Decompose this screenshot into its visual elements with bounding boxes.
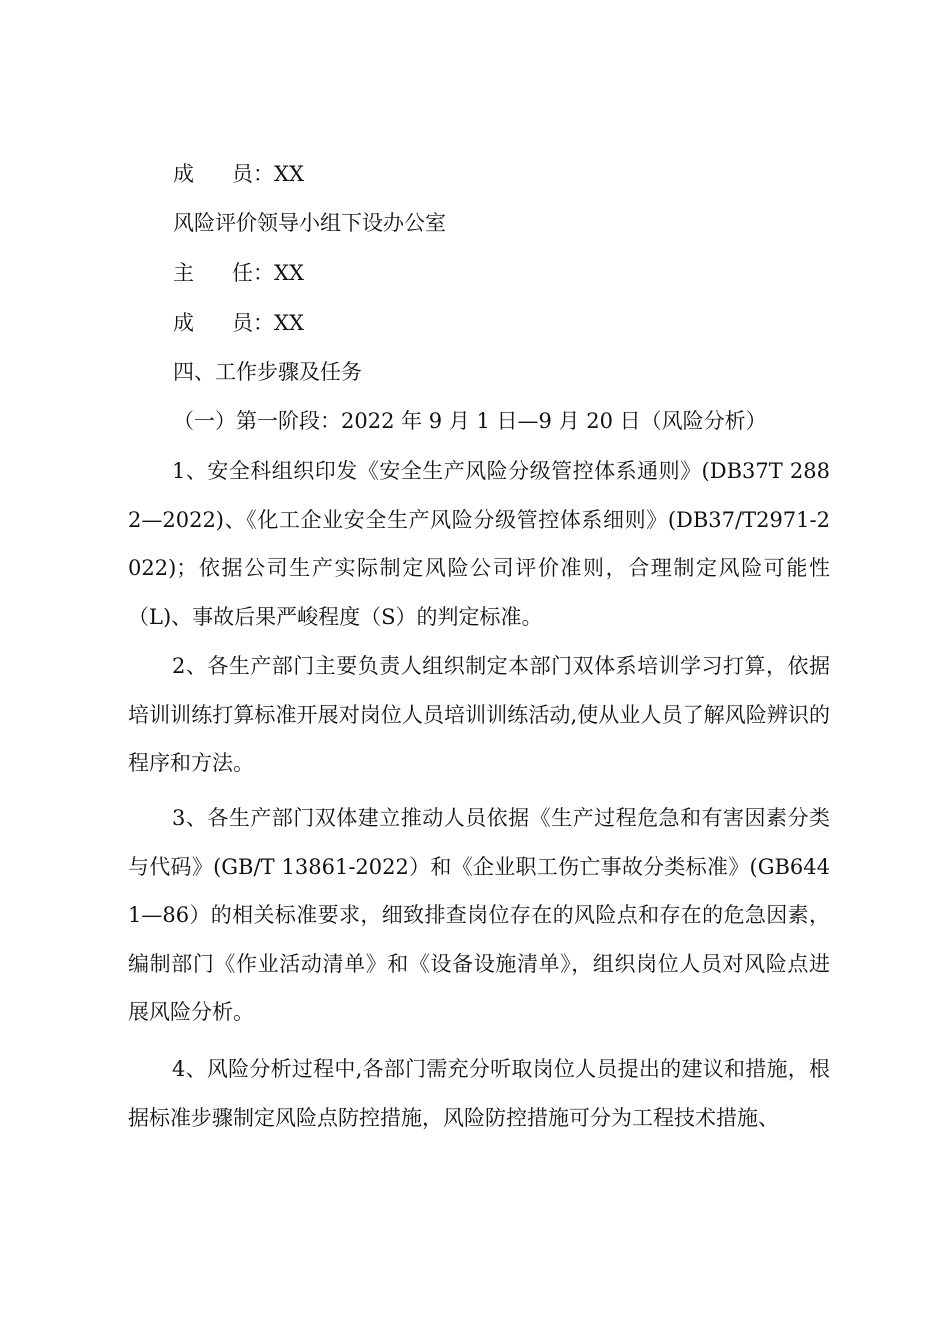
phase-heading: （一）第一阶段：2022 年 9 月 1 日—9 月 20 日（风险分析） bbox=[173, 409, 767, 433]
member-label: 成 bbox=[173, 311, 194, 335]
paragraph-2: 2、各生产部门主要负责人组织制定本部门双体系培训学习打算，依据培训训练打算标准开展对岗位人员培训训练活动,使从业人员了解风险辨识的程序和方法。 bbox=[128, 654, 830, 775]
director-label: 主 bbox=[173, 261, 194, 285]
director-value: ：XX bbox=[253, 261, 304, 285]
director-label-end: 任 bbox=[232, 261, 253, 285]
member-line-1 bbox=[173, 160, 304, 188]
paragraph-4: 4、风险分析过程中,各部门需充分听取岗位人员提出的建议和措施，根据标准步骤制定风险点防控措施，风险防控措施可分为工程技术措施、 bbox=[128, 1057, 830, 1130]
member-value: ：XX bbox=[253, 162, 304, 186]
office-heading: 风险评价领导小组下设办公室 bbox=[173, 211, 446, 235]
member-line-2 bbox=[173, 309, 304, 337]
paragraph-3: 3、各生产部门双体建立推动人员依据《生产过程危急和有害因素分类与代码》(GB/T 13861-2022）和《企业职工伤亡事故分类标准》(GB6441—86）的相关标准要求，细致排查岗位存在的风险点和存在的危急因素，编制部门《作业活动清单》和《设备设施清单》，组织岗位人员对风险点进展风险分析。 bbox=[128, 806, 830, 1024]
paragraph-1: 1、安全科组织印发《安全生产风险分级管控体系通则》(DB37T 2882—2022)、《化工企业安全生产风险分级管控体系细则》(DB37/T2971-2022)；依据公司生产实际制定风险公司评价准则，合理制定风险可能性（L)、事故后果严峻程度（S）的判定标准。 bbox=[128, 459, 830, 629]
member-label-end: 员 bbox=[232, 162, 253, 186]
section-heading: 四、工作步骤及任务 bbox=[173, 360, 362, 384]
member-value: ：XX bbox=[253, 311, 304, 335]
member-label: 成 bbox=[173, 162, 194, 186]
member-label-end: 员 bbox=[232, 311, 253, 335]
director-line bbox=[173, 259, 304, 287]
